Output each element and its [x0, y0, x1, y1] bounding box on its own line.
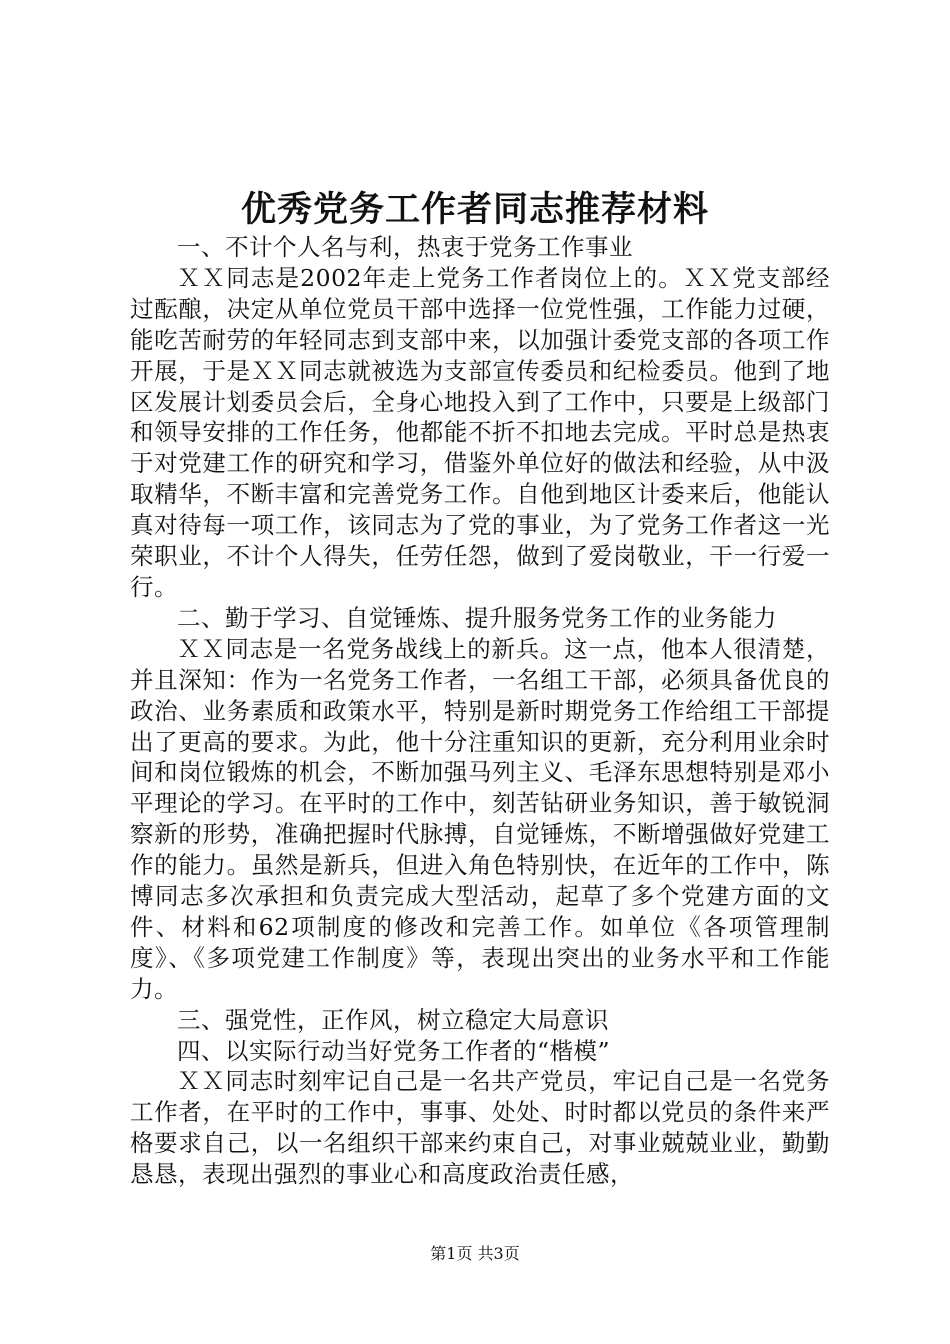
- paragraph-2: ＸＸ同志是一名党务战线上的新兵。这一点，他本人很清楚，并且深知：作为一名党务工作者，一名组工干部，必须具备优良的政治、业务素质和政策水平，特别是新时期党务工作给组工干部提出了更高的要求。为此，他十分注重知识的更新，充分利用业余时间和岗位锻炼的机会，不断加强马列主义、毛泽东思想特别是邓小平理论的学习。在平时的工作中，刻苦钻研业务知识，善于敏锐洞察新的形势，准确把握时代脉搏，自觉锤炼，不断增强做好党建工作的能力。虽然是新兵，但进入角色特别快，在近年的工作中，陈博同志多次承担和负责完成大型活动，起草了多个党建方面的文件、材料和62项制度的修改和完善工作。如单位《各项管理制度》、《多项党建工作制度》等，表现出突出的业务水平和工作能力。: [130, 634, 830, 1003]
- section-heading-4: 四、以实际行动当好党务工作者的“楷模”: [177, 1036, 611, 1065]
- page-number-footer: 第1页 共3页: [430, 1244, 520, 1263]
- document-body: [130, 232, 830, 1190]
- section-heading-1: 一、不计个人名与利，热衷于党务工作事业: [177, 233, 633, 261]
- paragraph-3: ＸＸ同志时刻牢记自己是一名共产党员，牢记自己是一名党务工作者，在平时的工作中，事事、处处、时时都以党员的条件来严格要求自己，以一名组织干部来约束自己，对事业兢兢业业，勤勤恳恳，表现出强烈的事业心和高度政治责任感，: [130, 1067, 830, 1189]
- section-heading-2: 二、勤于学习、自觉锤炼、提升服务党务工作的业务能力: [177, 603, 777, 632]
- paragraph-1: ＸＸ同志是2002年走上党务工作者岗位上的。ＸＸ党支部经过酝酿，决定从单位党员干部中选择一位党性强，工作能力过硬，能吃苦耐劳的年轻同志到支部中来，以加强计委党支部的各项工作开展，于是ＸＸ同志就被选为支部宣传委员和纪检委员。他到了地区发展计划委员会后，全身心地投入到了工作中，只要是上级部门和领导安排的工作任务，他都能不折不扣地去完成。平时总是热衷于对党建工作的研究和学习，借鉴外单位好的做法和经验，从中汲取精华，不断丰富和完善党务工作。自他到地区计委来后，他能认真对待每一项工作，该同志为了党的事业，为了党务工作者这一光荣职业，不计个人得失，任劳任怨，做到了爱岗敬业，干一行爱一行。: [130, 263, 830, 601]
- section-heading-3: 三、强党性，正作风，树立稳定大局意识: [177, 1005, 609, 1034]
- document-title: 优秀党务工作者同志推荐材料: [240, 189, 709, 230]
